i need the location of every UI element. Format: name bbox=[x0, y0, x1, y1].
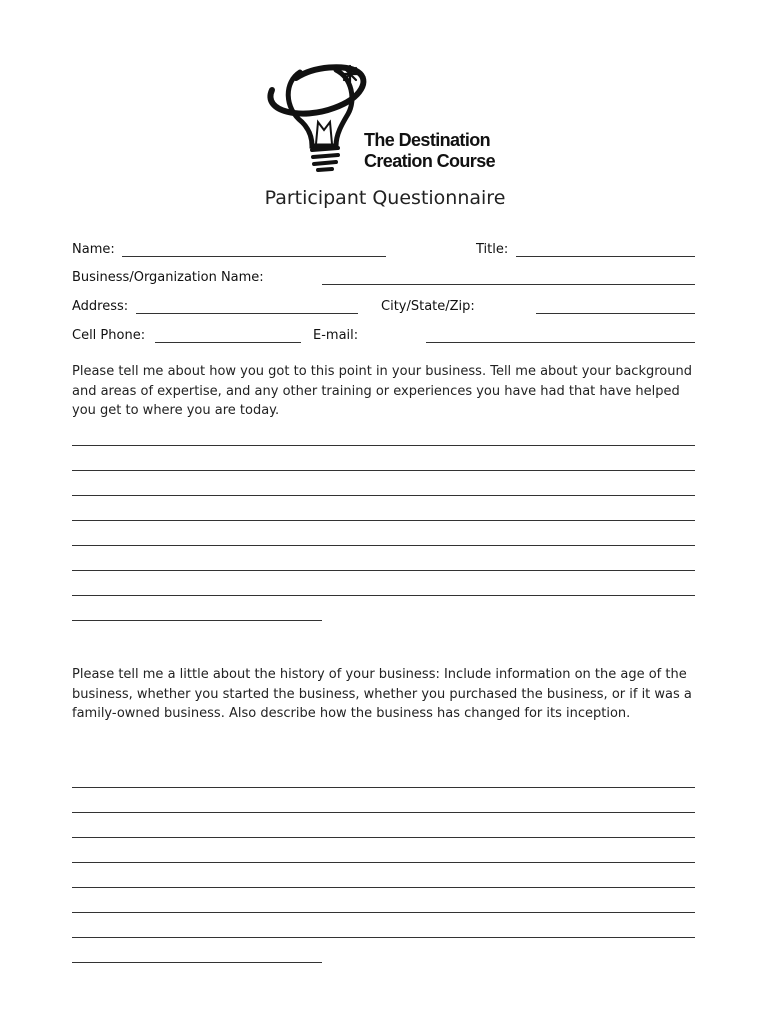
cell-phone-field[interactable] bbox=[155, 342, 301, 343]
answer-line[interactable] bbox=[72, 570, 695, 571]
city-state-zip-label: City/State/Zip: bbox=[381, 299, 475, 314]
answer-line[interactable] bbox=[72, 837, 695, 838]
email-field[interactable] bbox=[426, 342, 695, 343]
question-1-text: Please tell me about how you got to this point in your business. Tell me about your background and areas of expertise, and any other training or experiences you have had that have helped you get to where you are today. bbox=[72, 364, 692, 418]
address-field[interactable] bbox=[136, 313, 358, 314]
business-field[interactable] bbox=[322, 284, 695, 285]
answer-line[interactable] bbox=[72, 470, 695, 471]
answer-line[interactable] bbox=[72, 595, 695, 596]
answer-line[interactable] bbox=[72, 962, 322, 963]
logo-text-line-1: The Destination bbox=[364, 130, 491, 150]
email-label: E-mail: bbox=[313, 328, 359, 343]
question-2-text: Please tell me a little about the history of your business: Include information on the age of the business, whether you started the business, whether you purchased the business, or if it was a family-owned business. Also describe how the business has changed for its inception. bbox=[72, 667, 692, 721]
answer-line[interactable] bbox=[72, 862, 695, 863]
cell-phone-label: Cell Phone: bbox=[72, 328, 146, 343]
answer-line[interactable] bbox=[72, 620, 322, 621]
course-logo bbox=[262, 60, 512, 180]
answer-line[interactable] bbox=[72, 545, 695, 546]
answer-line[interactable] bbox=[72, 445, 695, 446]
answer-line[interactable] bbox=[72, 812, 695, 813]
title-field[interactable] bbox=[516, 256, 695, 257]
answer-line[interactable] bbox=[72, 495, 695, 496]
answer-line[interactable] bbox=[72, 787, 695, 788]
name-label: Name: bbox=[72, 242, 115, 257]
answer-line[interactable] bbox=[72, 887, 695, 888]
answer-line[interactable] bbox=[72, 937, 695, 938]
city-state-zip-field[interactable] bbox=[536, 313, 695, 314]
answer-line[interactable] bbox=[72, 912, 695, 913]
name-field[interactable] bbox=[122, 256, 386, 257]
business-label: Business/Organization Name: bbox=[72, 270, 264, 285]
answer-line[interactable] bbox=[72, 520, 695, 521]
page-title: Participant Questionnaire bbox=[264, 187, 506, 209]
logo-text-line-2: Creation Course bbox=[364, 151, 496, 171]
address-label: Address: bbox=[72, 299, 129, 314]
title-label: Title: bbox=[476, 242, 509, 257]
